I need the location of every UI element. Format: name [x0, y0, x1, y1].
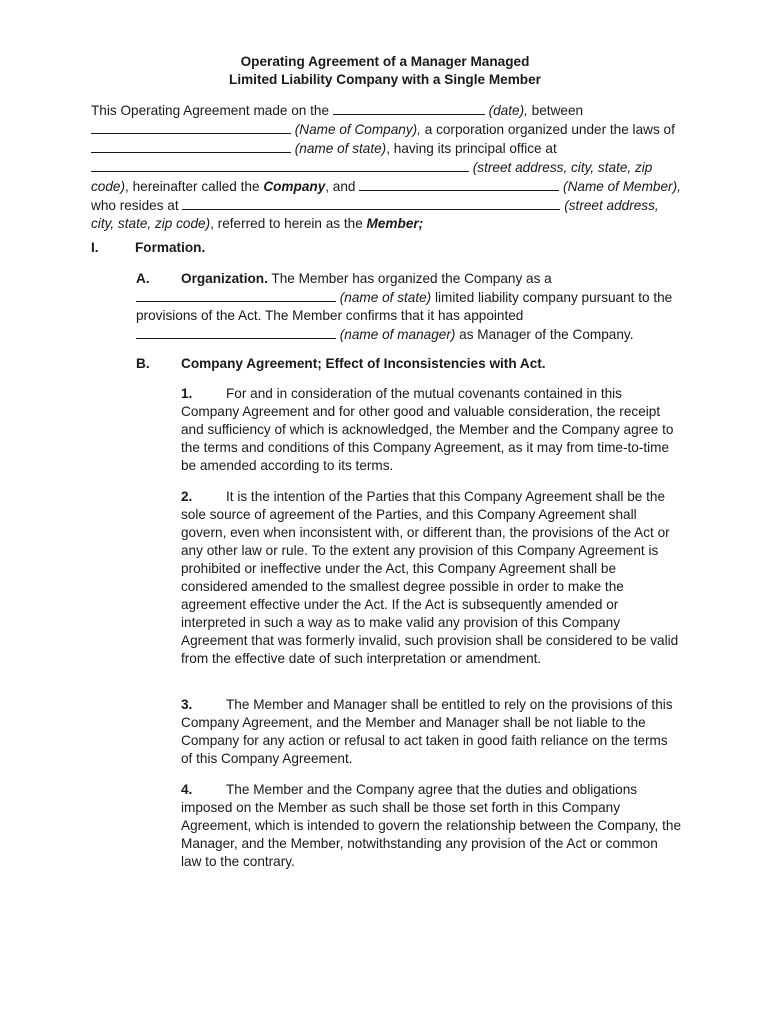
document-title: [0, 53, 770, 89]
subsection-a: [136, 270, 681, 344]
member-name-hint: (Name of Member),: [563, 179, 681, 194]
paragraph-text: It is the intention of the Parties that this Company Agreement shall be the sole source of agreement of the Parties, and this Company Agreement shall govern, even when inconsistent with, or different than, the provisions of the Act or any other law or rule. To the extent any provision of this Company Agreement is prohibited or ineffective under the Act, this Company Agreement shall be considered amended to the smallest degree possible in order to make the agreement effective under the Act. If the Act is subsequently amended or interpreted in such a way as to make valid any provision of this Company Agreement that was formerly invalid, such provision shall be considered to be valid from the effective date of such interpretation or amendment.: [181, 489, 679, 666]
company-name-blank[interactable]: [91, 120, 291, 134]
organization-state-blank[interactable]: [136, 288, 336, 302]
company-name-hint: (Name of Company),: [294, 122, 421, 137]
date-blank[interactable]: [333, 101, 485, 115]
section-heading: [91, 239, 205, 257]
subsection-b-heading: [136, 355, 546, 373]
paragraph-text: The Member and Manager shall be entitled to rely on the provisions of this Company Agreement, and the Member and Manager shall be not liable to the Company for any action or refusal to act taken in good faith reliance on the terms of this Company Agreement.: [181, 697, 673, 766]
paragraph-4: [181, 781, 681, 871]
subsection-number: A.: [136, 271, 150, 286]
organization-state-hint: (name of state): [339, 290, 432, 305]
state-hint: (name of state): [294, 141, 387, 156]
intro-text: , referred to herein as the: [210, 216, 363, 231]
paragraph-text: For and in consideration of the mutual covenants contained in this Company Agreement and for other good and valuable consideration, the receipt and sufficiency of which is acknowledged, the Member and the Company agree to the terms and conditions of this Company Agreement, as it may from time-to-time be amended according to its terms.: [181, 386, 674, 473]
intro-text: between: [531, 103, 584, 118]
manager-name-blank[interactable]: [136, 325, 336, 339]
intro-text: , hereinafter called the: [125, 179, 260, 194]
intro-paragraph: [91, 101, 681, 233]
paragraph-3: [181, 696, 681, 768]
intro-text: , and: [325, 179, 356, 194]
paragraph-1: [181, 385, 681, 475]
address-blank[interactable]: [91, 158, 469, 172]
section-number: I.: [91, 240, 99, 255]
member-address-hint: (street address, city, state, zip code): [91, 198, 659, 231]
manager-name-hint: (name of manager): [339, 327, 456, 342]
subsection-text: The Member has organized the Company as a: [271, 271, 552, 286]
paragraph-number: 3.: [181, 697, 193, 712]
intro-text: who resides at: [91, 198, 179, 213]
intro-text: , having its principal office at: [386, 141, 557, 156]
subsection-text: as Manager of the Company.: [459, 327, 634, 342]
paragraph-number: 2.: [181, 489, 193, 504]
member-name-blank[interactable]: [359, 177, 559, 191]
subsection-text: limited liability company pursuant to the provisions of the Act. The Member confirms that it has appointed: [136, 290, 673, 323]
state-blank[interactable]: [91, 139, 291, 153]
paragraph-number: 1.: [181, 386, 193, 401]
address-hint: (street address, city, state, zip code): [91, 160, 653, 194]
title-line-2: Limited Liability Company with a Single Member: [229, 72, 541, 87]
subsection-title: Company Agreement; Effect of Inconsistencies with Act.: [181, 356, 546, 371]
subsection-number: B.: [136, 356, 150, 371]
title-line-1: Operating Agreement of a Manager Managed: [240, 54, 530, 69]
paragraph-2: [181, 488, 681, 668]
date-hint: (date),: [488, 103, 528, 118]
section-title: Formation.: [135, 240, 206, 255]
paragraph-number: 4.: [181, 782, 193, 797]
intro-text: a corporation organized under the laws of: [424, 122, 675, 137]
member-term: Member;: [366, 216, 424, 231]
company-term: Company: [263, 179, 326, 194]
member-address-blank[interactable]: [182, 196, 560, 210]
paragraph-text: The Member and the Company agree that the duties and obligations imposed on the Member as such shall be those set forth in this Company Agreement, which is intended to govern the relationship between the Company, the Manager, and the Member, notwithstanding any provision of the Act or common law to the contrary.: [181, 782, 682, 869]
intro-text: This Operating Agreement made on the: [91, 103, 330, 118]
subsection-heading: Organization.: [181, 271, 268, 286]
